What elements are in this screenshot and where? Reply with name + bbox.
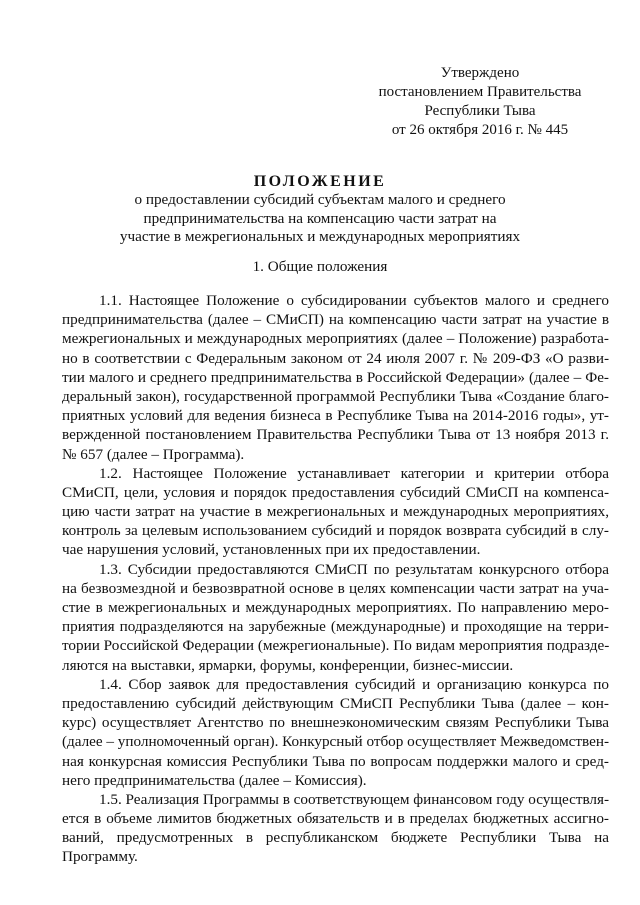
paragraph-line: тории Российской Федерации (межрегиональные). По видам мероприятия подразде- [62,637,610,655]
paragraph-line: ваний, предусмотренных в республиканском бюджете Республики Тыва на [62,829,609,847]
paragraph-line: межрегиональных и международных мероприятиях (далее – Положение) разработа- [62,330,609,348]
paragraph-line: приятных условий для ведения бизнеса в Республике Тыва на 2014-2016 годы», ут- [62,407,609,425]
paragraph-line: СМиСП, цели, условия и порядок предоставления субсидий СМиСП на компенса- [62,483,609,501]
approval-line: Утверждено [440,65,520,81]
paragraph-line: предоставлению субсидий действующим СМиСП Республики Тыва (далее – кон- [62,694,609,712]
paragraph-line: цию части затрат на участие в межрегиональных и международных мероприятиях, [62,503,609,521]
paragraph-line: ная конкурсная комиссия Республики Тыва по вопросам поддержки малого и сред- [62,752,609,770]
paragraph-line: приятия подразделяются на зарубежные (международные) и проходящие на терри- [62,618,609,636]
paragraph-line: него предпринимательства (далее – Комиссия). [62,771,367,789]
paragraph [62,675,609,790]
paragraph-line: но в соответствии с Федеральным законом от 24 июля 2007 г. № 209-ФЗ «О разви- [62,349,609,367]
paragraph-line: деральный закон), государственной программой Республики Тыва «Создание благо- [62,387,609,405]
approval-line: постановлением Правительства [378,84,582,100]
approval-line: от 26 октября 2016 г. № 445 [391,122,569,138]
paragraph [62,291,609,464]
subtitle-line: участие в межрегиональных и международных мероприятиях [119,228,521,246]
paragraph-line: на безвозмездной и безвозвратной основе в целях компенсации части затрат на уча- [62,579,609,597]
approval-line: Республики Тыва [424,103,536,119]
paragraph-line: стие в межрегиональных и международных мероприятиях. По направлению меро- [62,599,609,616]
paragraph-line: вержденной постановлением Правительства Республики Тыва от 13 ноября 2013 г. [62,426,609,444]
paragraph-line: предпринимательства (далее – СМиСП) на компенсацию части затрат на участие в [62,311,609,329]
paragraph [62,560,609,675]
paragraph-line: ется в объеме лимитов бюджетных обязательств и в пределах бюджетных ассигно- [62,810,609,828]
paragraph-line: контроль за целевым использованием субсидий и порядок возврата субсидий в слу- [62,522,609,540]
paragraph-line: (далее – уполномоченный орган). Конкурсный отбор осуществляет Межведомствен- [62,733,609,751]
paragraph-line: чае нарушения условий, установленных при их предоставлении. [62,541,481,559]
paragraph-line: курс) осуществляет Агентство по внешнеэкономическим связям Республики Тыва [62,714,609,732]
document-body [62,291,609,867]
paragraph-line: № 657 (далее – Программа). [62,445,245,463]
paragraph-line: 1.5. Реализация Программы в соответствующем финансовом году осуществля- [99,790,609,808]
paragraph-line: 1.3. Субсидии предоставляются СМиСП по результатам конкурсного отбора [99,560,609,578]
document-subtitle [80,191,560,247]
section-heading: 1. Общие положения [252,258,388,275]
document-title: ПОЛОЖЕНИЕ [253,173,387,190]
subtitle-line: предпринимательства на компенсацию части затрат на [143,209,497,227]
subtitle-line: о предоставлении субсидий субъектам малого и среднего [134,191,506,208]
paragraph-line: Программу. [62,848,138,866]
paragraph-line: 1.4. Сбор заявок для предоставления субсидий и организацию конкурса по [99,675,609,693]
paragraph [62,464,609,560]
paragraph-line: 1.2. Настоящее Положение устанавливает категории и критерии отбора [99,464,609,482]
approval-stamp [360,64,600,140]
paragraph-line: ляются на выставки, ярмарки, форумы, конференции, бизнес-миссии. [62,656,514,674]
paragraph [62,790,609,867]
paragraph-line: тии малого и среднего предпринимательства в Российской Федерации» (далее – Фе- [62,368,609,386]
paragraph-line: 1.1. Настоящее Положение о субсидировании субъектов малого и среднего [99,292,609,309]
